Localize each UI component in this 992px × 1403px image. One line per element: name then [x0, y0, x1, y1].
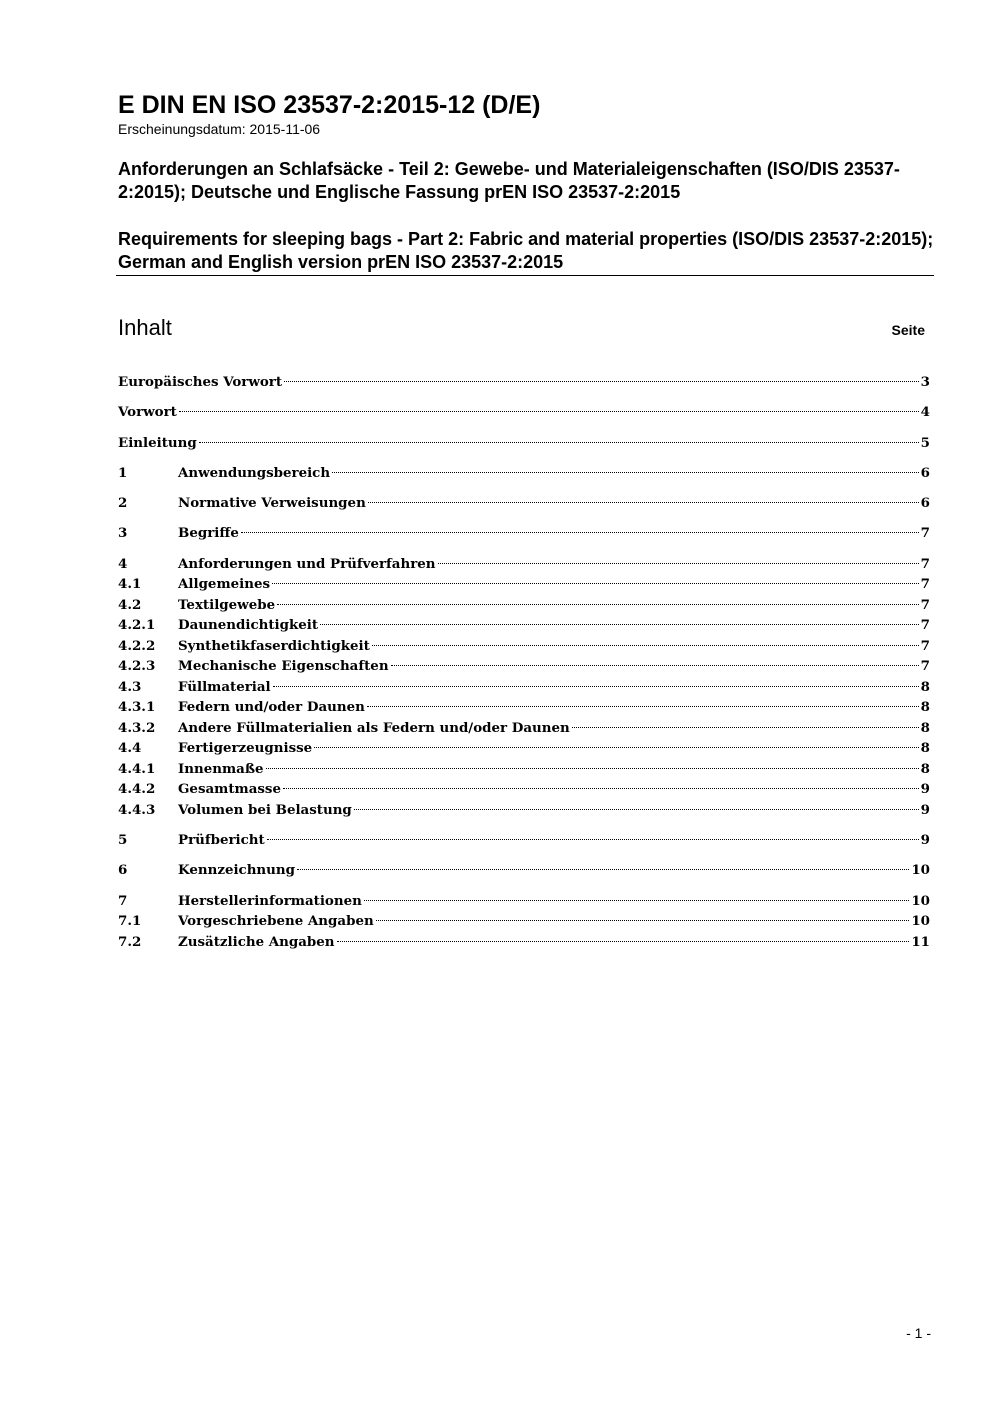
toc-leader: [364, 900, 910, 901]
toc-entry[interactable]: [118, 697, 930, 718]
toc-entry-page: 3: [920, 374, 930, 390]
toc-entry-title: Gesamtmasse: [178, 781, 281, 798]
toc-leader: [376, 920, 910, 921]
toc-entry-number: 4.1: [118, 576, 142, 593]
toc-leader: [266, 768, 919, 769]
toc-entry-page: 8: [920, 678, 930, 695]
toc-leader: [277, 604, 919, 605]
toc-entry-title: Prüfbericht: [178, 832, 265, 849]
toc-leader: [297, 869, 909, 870]
toc-heading: Inhalt: [118, 315, 172, 340]
toc-entry-number: 7.2: [118, 933, 142, 950]
toc-entry-page: 7: [920, 555, 930, 572]
publication-date: Erscheinungsdatum: 2015-11-06: [118, 121, 321, 137]
toc-entry[interactable]: [118, 554, 930, 575]
toc-entry-title: Anwendungsbereich: [178, 464, 331, 481]
toc-entry-page: 9: [920, 801, 930, 818]
toc-entry[interactable]: [118, 636, 930, 657]
toc-leader: [320, 624, 919, 625]
toc-entry[interactable]: [118, 595, 930, 616]
toc-leader: [267, 839, 919, 840]
toc-entry[interactable]: [118, 779, 930, 800]
toc-entry[interactable]: [118, 523, 930, 544]
toc-entry-title: Herstellerinformationen: [178, 892, 362, 909]
toc-entry-number: 5: [118, 832, 128, 849]
toc-entry-page: 8: [920, 760, 930, 777]
toc-entry-number: 4.2.1: [118, 617, 156, 634]
toc-entry[interactable]: [118, 830, 930, 851]
toc-entry-title: Synthetikfaserdichtigkeit: [178, 637, 370, 654]
page-number: - 1 -: [906, 1325, 931, 1341]
toc-entry[interactable]: [118, 911, 930, 932]
toc-leader: [241, 532, 919, 533]
toc-entry-title: Mechanische Eigenschaften: [178, 658, 389, 675]
toc-entry-title: Kennzeichnung: [178, 862, 296, 879]
toc-entry-number: 4.4.2: [118, 781, 156, 798]
toc-entry[interactable]: [118, 615, 930, 636]
toc-entry-number: 4.2.2: [118, 637, 156, 654]
toc-entry-title: Volumen bei Belastung: [178, 801, 352, 818]
toc-entry-title: Anforderungen und Prüfverfahren: [178, 555, 436, 572]
toc-entry[interactable]: [118, 574, 930, 595]
title-german: Anforderungen an Schlafsäcke - Teil 2: Gewebe- und Materialeigenschaften (ISO/DIS 23537-2:2015); Deutsche und Englische Fassung prEN ISO 23537-2:2015: [118, 159, 900, 202]
toc-entry[interactable]: [118, 463, 930, 484]
toc-entry-number: 7: [118, 892, 128, 909]
header-divider: [116, 275, 934, 276]
toc-leader: [354, 809, 919, 810]
toc-entry[interactable]: [118, 932, 930, 953]
toc-leader: [199, 442, 919, 443]
toc-entry-page: 7: [920, 596, 930, 613]
toc-leader: [438, 563, 919, 564]
toc-leader: [572, 727, 919, 728]
toc-entry-number: 4.4.1: [118, 760, 156, 777]
toc-entry-title: Normative Verweisungen: [178, 495, 366, 512]
toc-leader: [273, 686, 919, 687]
toc-leader: [283, 788, 919, 789]
toc-entry-title: Europäisches Vorwort: [118, 374, 283, 390]
toc-entry-number: 4.2: [118, 596, 142, 613]
toc-entry[interactable]: [118, 891, 930, 912]
toc-page-label: Seite: [891, 322, 925, 338]
toc-entry-number: 4.2.3: [118, 658, 156, 675]
toc-entry-number: 4.4.3: [118, 801, 156, 818]
toc-leader: [284, 381, 919, 382]
toc-entry-page: 10: [911, 862, 930, 879]
toc-leader: [337, 941, 910, 942]
toc-entry-page: 9: [920, 832, 930, 849]
toc-entry-page: 11: [911, 933, 930, 950]
toc-entry[interactable]: [118, 800, 930, 821]
toc-entry-number: 3: [118, 525, 128, 542]
toc-entry-page: 9: [920, 781, 930, 798]
toc-entry-title: Textilgewebe: [178, 596, 276, 613]
toc-leader: [314, 747, 918, 748]
toc-leader: [391, 665, 919, 666]
toc-leader: [368, 502, 919, 503]
toc-entry-number: 4.3.1: [118, 699, 156, 716]
toc-entry[interactable]: [118, 402, 930, 423]
toc-entry-title: Allgemeines: [178, 576, 271, 593]
toc-entry-page: 10: [911, 892, 930, 909]
toc-entry-title: Füllmaterial: [178, 678, 271, 695]
toc-entry-number: 4.3.2: [118, 719, 156, 736]
toc-leader: [372, 645, 919, 646]
toc-entry-title: Innenmaße: [178, 760, 264, 777]
toc-entry[interactable]: [118, 656, 930, 677]
toc-entry-page: 7: [920, 576, 930, 593]
toc-entry-title: Fertigerzeugnisse: [178, 740, 313, 757]
toc-entry-title: Begriffe: [178, 525, 239, 542]
toc-entry[interactable]: [118, 759, 930, 780]
toc-entry[interactable]: [118, 718, 930, 739]
toc-entry-page: 6: [920, 495, 930, 512]
toc-entry-page: 7: [920, 617, 930, 634]
toc-entry-title: Vorgeschriebene Angaben: [178, 913, 374, 930]
toc-entry-title: Vorwort: [118, 404, 177, 421]
toc-entry[interactable]: [118, 860, 930, 881]
toc-entry-number: 4.3: [118, 678, 142, 695]
toc-entry-page: 4: [920, 404, 930, 421]
toc-entry-title: Federn und/oder Daunen: [178, 699, 365, 716]
toc-entry-number: 7.1: [118, 913, 142, 930]
toc-entry-number: 1: [118, 464, 128, 481]
toc-entry-number: 4: [118, 555, 128, 572]
toc-entry-number: 4.4: [118, 740, 142, 757]
toc-entry[interactable]: [118, 372, 930, 393]
toc-entry-title: Daunendichtigkeit: [178, 617, 319, 634]
toc-entry-page: 7: [920, 637, 930, 654]
toc-leader: [179, 411, 919, 412]
toc-entry-title: Andere Füllmaterialien als Federn und/oder Daunen: [178, 719, 570, 736]
toc-entry[interactable]: [118, 677, 930, 698]
toc-leader: [367, 706, 919, 707]
toc-entry-page: 7: [920, 658, 930, 675]
toc-entry-page: 7: [920, 525, 930, 542]
toc-entry-page: 5: [920, 434, 930, 451]
table-of-contents: [118, 372, 930, 952]
toc-leader: [332, 472, 919, 473]
toc-entry-page: 6: [920, 464, 930, 481]
toc-entry[interactable]: [118, 738, 930, 759]
toc-entry-page: 8: [920, 699, 930, 716]
toc-leader: [272, 583, 919, 584]
toc-entry-page: 8: [920, 719, 930, 736]
toc-entry-page: 10: [911, 913, 930, 930]
toc-entry-number: 6: [118, 862, 128, 879]
toc-entry-page: 8: [920, 740, 930, 757]
document-title: E DIN EN ISO 23537-2:2015-12 (D/E): [118, 91, 541, 119]
toc-entry-number: 2: [118, 495, 128, 512]
toc-entry[interactable]: [118, 493, 930, 514]
title-english: Requirements for sleeping bags - Part 2: Fabric and material properties (ISO/DIS 23537-2:2015); German and English version prEN ISO 23537-2:2015: [118, 229, 934, 272]
toc-entry[interactable]: [118, 433, 930, 454]
toc-entry-title: Zusätzliche Angaben: [178, 933, 335, 950]
document-header: [118, 90, 934, 138]
toc-entry-title: Einleitung: [118, 434, 197, 451]
